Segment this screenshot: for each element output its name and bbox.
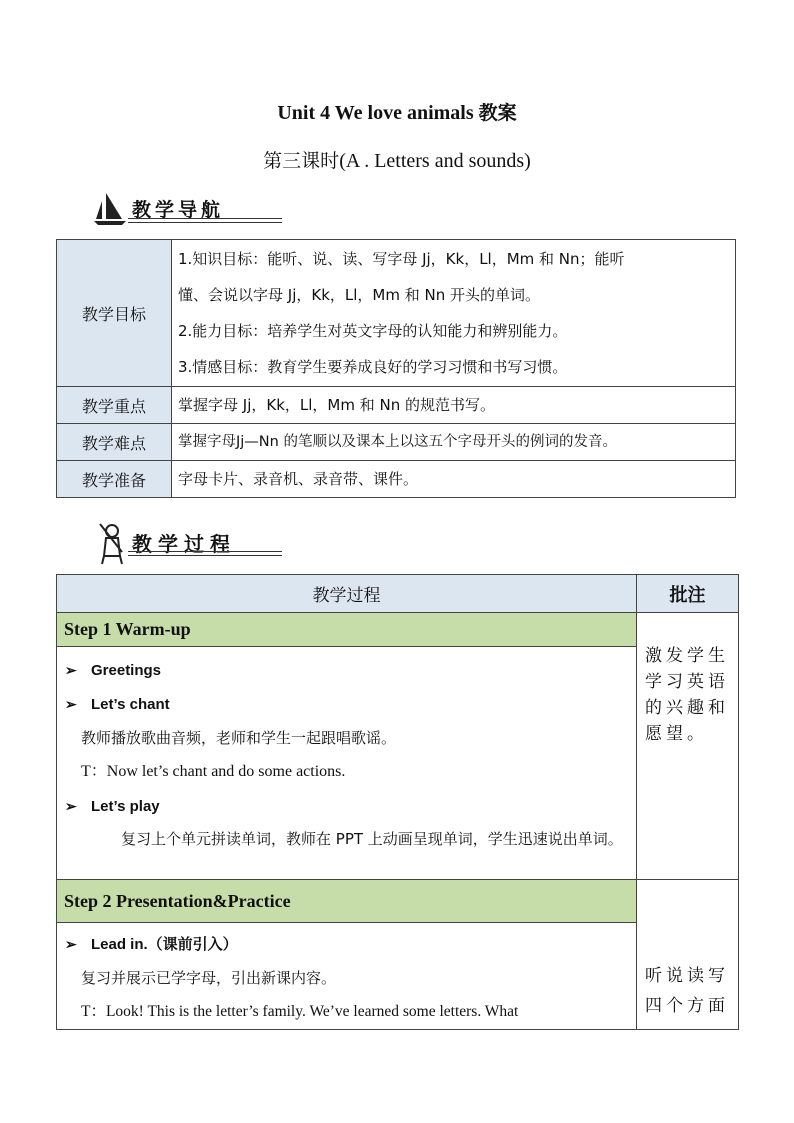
prep-text: 字母卡片、录音机、录音带、课件。 [172, 461, 736, 498]
step2-title-row [57, 880, 739, 923]
step1-title-row [57, 613, 739, 647]
goal-line: 3.情感目标：教育学生要养成良好的学习习惯和书写习惯。 [178, 358, 568, 376]
key-label: 教学重点 [57, 387, 172, 424]
step2-body [57, 923, 637, 1030]
bullet-item [65, 653, 630, 687]
bullet-text: Let’s play [91, 798, 160, 815]
col-header-process: 教学过程 [57, 575, 637, 613]
bullet-text: Greetings [91, 662, 162, 679]
arrow-bullet-icon: ➢ [65, 936, 77, 952]
banner-underline [128, 551, 282, 556]
body-line: T：Look! This is the letter’s family. We’ve learned some letters. What [81, 1003, 519, 1020]
step2-note: 听说读写四个方面 [637, 880, 739, 1030]
arrow-bullet-icon: ➢ [65, 798, 77, 814]
title-en: Unit 4 We love animals [277, 102, 479, 124]
subtitle-en: (A . Letters and sounds) [339, 150, 531, 172]
body-line: 教师播放歌曲音频，老师和学生一起跟唱歌谣。 [81, 729, 397, 747]
body-line: T：Now let’s chant and do some actions. [81, 763, 346, 780]
step1-note: 激发学生学习英语的兴趣和愿望。 [637, 613, 739, 880]
goal-label: 教学目标 [57, 240, 172, 387]
difficulty-row [57, 424, 736, 461]
key-text: 掌握字母 Jj，Kk，Ll，Mm 和 Nn 的规范书写。 [172, 387, 736, 424]
arrow-bullet-icon: ➢ [65, 696, 77, 712]
goal-content [172, 240, 736, 387]
prep-row [57, 461, 736, 498]
page-subtitle [0, 146, 794, 173]
difficulty-text: 掌握字母Jj—Nn 的笔顺以及课本上以这五个字母开头的例词的发音。 [172, 424, 736, 461]
bullet-item [65, 687, 630, 721]
step1-body-row [57, 647, 739, 880]
teacher-figure-icon [92, 522, 132, 566]
step1-body [57, 647, 637, 880]
bullet-item [65, 927, 630, 961]
overview-table [56, 239, 736, 498]
bullet-text: Lead in.（课前引入） [91, 936, 238, 953]
col-header-note: 批注 [637, 575, 739, 613]
goal-line: 1.知识目标：能听、说、读、写字母 Jj，Kk，Ll，Mm 和 Nn；能听 [178, 250, 625, 268]
goal-line: 懂、会说以字母 Jj，Kk，Ll，Mm 和 Nn 开头的单词。 [178, 286, 540, 304]
step2-body-row [57, 923, 739, 1030]
bullet-text: Let’s chant [91, 696, 170, 713]
banner-text: 教学过程 [132, 532, 236, 556]
section-banner-process [92, 522, 282, 562]
goal-line: 2.能力目标：培养学生对英文字母的认知能力和辨别能力。 [178, 322, 568, 340]
goal-row [57, 240, 736, 387]
step1-title: Step 1 Warm-up [57, 613, 637, 647]
body-paragraph: 复习上个单元拼读单词，教师在 PPT 上动画呈现单词，学生迅速说出单词。 [121, 830, 623, 848]
process-table [56, 574, 739, 1030]
header-row [57, 575, 739, 613]
step2-title: Step 2 Presentation&Practice [57, 880, 637, 923]
sailboat-icon [92, 189, 132, 229]
difficulty-label: 教学难点 [57, 424, 172, 461]
section-banner-navigation [92, 189, 282, 229]
page-title [0, 98, 794, 125]
body-line: 复习并展示已学字母，引出新课内容。 [81, 969, 337, 987]
bullet-item [65, 789, 630, 823]
banner-text: 教学导航 [132, 199, 225, 221]
subtitle-cn: 第三课时 [263, 150, 340, 172]
key-row [57, 387, 736, 424]
banner-underline [128, 218, 282, 223]
title-cn: 教案 [478, 102, 517, 124]
prep-label: 教学准备 [57, 461, 172, 498]
arrow-bullet-icon: ➢ [65, 662, 77, 678]
